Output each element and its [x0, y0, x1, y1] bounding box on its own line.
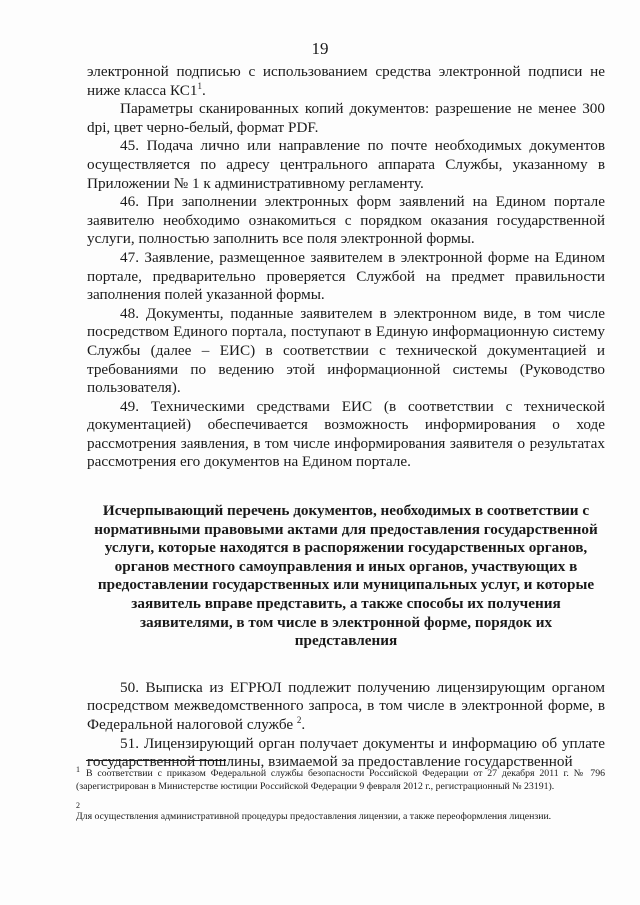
paragraph-tail: . [201, 81, 206, 99]
document-body [87, 63, 605, 772]
footnote-number: 1 [76, 764, 80, 774]
footnote-ref-2: 2 [296, 714, 302, 725]
footnote-text: В соответствии с приказом Федеральной службы безопасности Российской Федерации от 27 декабря 2011 г. № 796 (зарегистрирован в Министерстве юстиции Российской Федерации 9 февраля 2012 г., регистрационный № 23191). [76, 768, 605, 792]
spacer [87, 651, 605, 679]
spacer [87, 472, 605, 502]
footnote-ref-1: 1 [197, 80, 202, 91]
paragraph-tail: . [301, 716, 306, 733]
paragraph-continuation [87, 63, 605, 100]
footnotes [76, 760, 605, 836]
section-heading: Исчерпывающий перечень документов, необходимых в соответствии с нормативными правовыми актами для предоставления государственной услуги, которые находятся в распоряжении государственных органов, органов местного самоуправления и иных органов, участвующих в предоставлении государственных или муниципальных услуг, и которые заявитель вправе представить, а также способы их получения заявителями, в том числе в электронной форме, порядок их представления [94, 502, 598, 650]
paragraph-45: 45. Подача лично или направление по почте необходимых документов осуществляется по адресу центрального аппарата Службы, указанному в Приложении № 1 к административному регламенту. [87, 137, 605, 192]
paragraph-48: 48. Документы, поданные заявителем в электронном виде, в том числе посредством Единого портала, поступают в Единую информационную систему Службы (далее – ЕИС) в соответствии с технической документацией и требованиями по ведению этой информационной системы (Руководство пользователя). [87, 304, 605, 397]
paragraph-50 [87, 679, 605, 735]
paragraph-49: 49. Техническими средствами ЕИС (в соответствии с технической документацией) обеспечивается возможность информирования о ходе рассмотрения заявления, в том числе информирования заявителя о результатах рассмотрения его документов на Едином портале. [87, 397, 605, 471]
paragraph-47: 47. Заявление, размещенное заявителем в электронной форме на Едином портале, предварительно проверяется Службой на предмет правильности заполнения полей указанной формы. [87, 248, 605, 304]
paragraph-51: 51. Лицензирующий орган получает документы и информацию об уплате государственной пошлины, взимаемой за предоставление государственной [87, 734, 605, 771]
footnote-2: 2 Для осуществления административной процедуры предоставления лицензии, а также переоформления лицензии. [76, 801, 552, 822]
paragraph-text: электронной подписью с использованием средства электронной подписи не ниже класса КС1 [87, 63, 605, 99]
paragraph-scan-params: Параметры сканированных копий документов: разрешение не менее 300 dpi, цвет черно-белый, формат PDF. [87, 100, 605, 136]
page-number: 19 [311, 39, 329, 58]
footnote-1 [76, 764, 605, 793]
paragraph-46: 46. При заполнении электронных форм заявлений на Едином портале заявителю необходимо ознакомиться с порядком оказания государственной услуги, полностью заполнить все поля электронной формы. [87, 193, 605, 248]
footnote-divider [86, 760, 226, 761]
paragraph-text: 50. Выписка из ЕГРЮЛ подлежит получению лицензирующим органом посредством межведомственного запроса, в том числе в электронной форме, в Федеральной налоговой службе [87, 678, 605, 733]
footnote-text: Для осуществления административной процедуры предоставления лицензии, а также переоформления лицензии. [76, 811, 552, 822]
